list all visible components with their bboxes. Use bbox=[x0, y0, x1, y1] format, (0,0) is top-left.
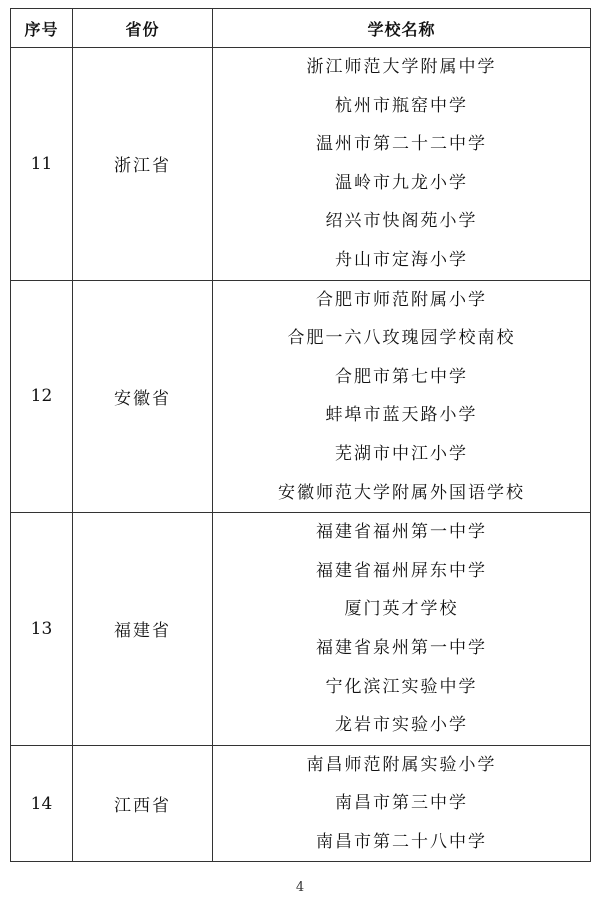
school-item: 南昌市第二十八中学 bbox=[316, 831, 487, 852]
school-item: 蚌埠市蓝天路小学 bbox=[325, 405, 478, 426]
table-row-fujian bbox=[11, 513, 591, 746]
header-row bbox=[11, 9, 591, 48]
school-list bbox=[213, 281, 590, 513]
school-item: 南昌市第三中学 bbox=[335, 793, 468, 814]
table-row-jiangxi bbox=[11, 745, 591, 862]
school-item: 温岭市九龙小学 bbox=[335, 172, 468, 193]
table-row-zhejiang bbox=[11, 48, 591, 281]
school-item: 杭州市瓶窑中学 bbox=[335, 95, 468, 116]
school-item: 厦门英才学校 bbox=[344, 599, 459, 620]
school-list bbox=[213, 513, 590, 745]
row-schools bbox=[213, 745, 591, 862]
school-item: 南昌师范附属实验小学 bbox=[306, 754, 497, 775]
row-no: 14 bbox=[11, 745, 73, 862]
header-school-name: 学校名称 bbox=[213, 9, 591, 48]
school-item: 龙岩市实验小学 bbox=[335, 715, 468, 736]
school-item: 安徽师范大学附属外国语学校 bbox=[278, 482, 525, 503]
school-list bbox=[213, 48, 590, 280]
school-item: 合肥市师范附属小学 bbox=[316, 289, 487, 310]
table-row-anhui bbox=[11, 280, 591, 513]
row-no: 11 bbox=[11, 48, 73, 281]
row-no: 13 bbox=[11, 513, 73, 746]
school-item: 合肥市第七中学 bbox=[335, 366, 468, 387]
school-item: 舟山市定海小学 bbox=[335, 249, 468, 270]
schools-table bbox=[10, 8, 591, 862]
row-province: 福建省 bbox=[73, 513, 213, 746]
school-item: 福建省福州第一中学 bbox=[316, 522, 487, 543]
page-number: 4 bbox=[295, 880, 305, 895]
school-item: 宁化滨江实验中学 bbox=[325, 676, 478, 697]
school-item: 芜湖市中江小学 bbox=[335, 443, 468, 464]
row-province: 安徽省 bbox=[73, 280, 213, 513]
header-no: 序号 bbox=[11, 9, 73, 48]
row-schools bbox=[213, 513, 591, 746]
row-province: 江西省 bbox=[73, 745, 213, 862]
school-item: 福建省福州屏东中学 bbox=[316, 560, 487, 581]
school-item: 绍兴市快阁苑小学 bbox=[325, 211, 478, 232]
row-province: 浙江省 bbox=[73, 48, 213, 281]
header-province: 省份 bbox=[73, 9, 213, 48]
school-item: 浙江师范大学附属中学 bbox=[306, 57, 497, 77]
row-no: 12 bbox=[11, 280, 73, 513]
school-item: 温州市第二十二中学 bbox=[316, 134, 487, 155]
school-item: 合肥一六八玫瑰园学校南校 bbox=[287, 328, 516, 349]
row-schools bbox=[213, 280, 591, 513]
row-schools bbox=[213, 48, 591, 281]
school-item: 福建省泉州第一中学 bbox=[316, 637, 487, 658]
school-list bbox=[213, 746, 590, 862]
